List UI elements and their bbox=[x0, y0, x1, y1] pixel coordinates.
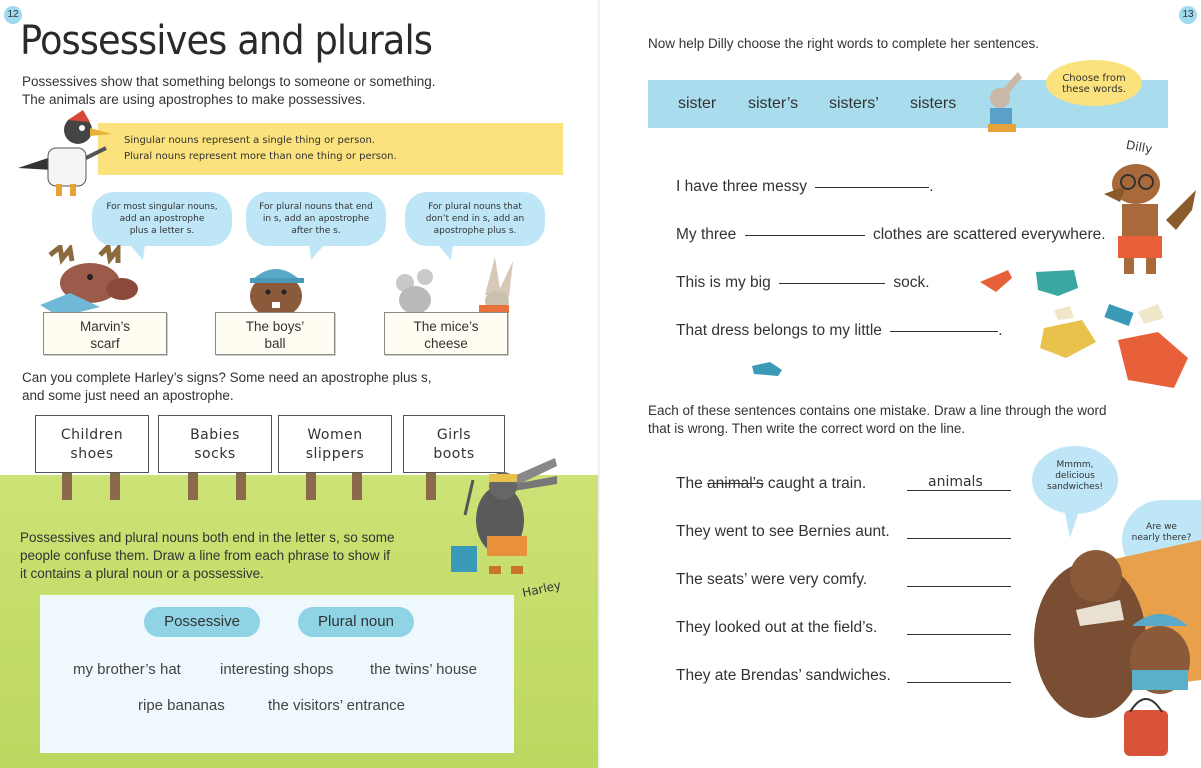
left-page bbox=[0, 0, 600, 768]
bubble-mmm bbox=[1032, 446, 1118, 514]
intro-text bbox=[22, 73, 435, 109]
sentence-1 bbox=[676, 178, 934, 196]
bubble-line: For plural nouns that end bbox=[259, 202, 373, 212]
bubble-line: in s, add an apostrophe bbox=[262, 214, 370, 224]
sign-line: shoes bbox=[70, 446, 114, 462]
answer-line[interactable] bbox=[907, 682, 1011, 683]
beaver-with-cap-illustration bbox=[236, 258, 316, 318]
sign-line: socks bbox=[194, 446, 236, 462]
possessive-target[interactable]: Possessive bbox=[144, 607, 260, 637]
sentence-2 bbox=[676, 226, 1106, 244]
phrase-the-twins-house[interactable]: the twins’ house bbox=[370, 661, 478, 678]
mistake-sentence-4: They looked out at the field’s. bbox=[676, 619, 878, 636]
example-card-boys-ball bbox=[215, 312, 335, 355]
shoe-illustration bbox=[750, 360, 784, 378]
sign-line: Girls bbox=[436, 427, 472, 443]
sign-post bbox=[352, 470, 362, 500]
card-line: ball bbox=[264, 336, 286, 351]
sentence-text: . bbox=[998, 322, 1003, 339]
sign-line: Children bbox=[60, 427, 124, 443]
sign-line: Babies bbox=[190, 427, 240, 443]
page-number-right: 13 bbox=[1179, 6, 1197, 24]
matching-panel bbox=[40, 595, 514, 753]
scattered-clothes-illustration bbox=[978, 262, 1201, 397]
example-card-mices-cheese bbox=[384, 312, 508, 355]
prompt-line: Can you complete Harley’s signs? Some need an apostrophe plus s, bbox=[22, 370, 432, 385]
bubble-tail bbox=[1062, 508, 1082, 540]
right-page bbox=[600, 0, 1201, 768]
answer-blank[interactable] bbox=[890, 330, 998, 332]
sentence-4 bbox=[676, 322, 1003, 340]
activity-instructions bbox=[20, 529, 394, 583]
card-line: scarf bbox=[90, 336, 120, 351]
dilly-label: Dilly bbox=[1124, 137, 1154, 157]
sign-line: Women bbox=[307, 427, 363, 443]
sentence-text: I have three messy bbox=[676, 178, 807, 195]
instruction-line: people confuse them. Draw a line from each phrase to show if bbox=[20, 548, 390, 563]
answer-line[interactable] bbox=[907, 538, 1011, 539]
woodpecker-teacher-illustration bbox=[8, 108, 118, 198]
sentence-3 bbox=[676, 274, 930, 292]
card-line: The mice’s bbox=[413, 319, 479, 334]
sentence-text: My three bbox=[676, 226, 737, 243]
bubble-line: Mmmm, bbox=[1056, 460, 1094, 470]
phrase-interesting-shops[interactable]: interesting shops bbox=[220, 661, 334, 678]
bubble-line: sandwiches! bbox=[1047, 482, 1103, 492]
choose-bubble-text bbox=[1046, 73, 1142, 95]
answer-line[interactable] bbox=[907, 586, 1011, 587]
mistake-sentence-2: They went to see Bernies aunt. bbox=[676, 523, 890, 540]
prompt-line: that is wrong. Then write the correct word on the line. bbox=[648, 421, 966, 436]
speech-bubble-plural-no-s bbox=[405, 192, 545, 246]
card-line: Marvin’s bbox=[79, 319, 130, 334]
bubble-line: plus a letter s. bbox=[129, 226, 195, 236]
note-line-singular: Singular nouns represent a single thing or person. bbox=[124, 135, 375, 146]
choice-word[interactable]: sisters’ bbox=[829, 95, 879, 112]
bubble-line: nearly there? bbox=[1131, 533, 1192, 543]
answer-blank[interactable] bbox=[815, 186, 929, 188]
struck-word: animal’s bbox=[707, 475, 764, 492]
sign-babies-socks[interactable] bbox=[158, 415, 272, 473]
sign-post bbox=[236, 470, 246, 500]
bubble-line: For plural nouns that bbox=[428, 202, 522, 212]
signs-prompt bbox=[22, 369, 432, 405]
bubble-line: delicious bbox=[1055, 471, 1095, 481]
prompt-line: and some just need an apostrophe. bbox=[22, 388, 234, 403]
sign-post bbox=[426, 470, 436, 500]
moose-illustration bbox=[30, 245, 140, 320]
speech-bubble-singular bbox=[92, 192, 232, 246]
mistake-sentence-3: The seats’ were very comfy. bbox=[676, 571, 868, 588]
sign-children-shoes[interactable] bbox=[35, 415, 149, 473]
card-line: cheese bbox=[424, 336, 468, 351]
phrase-ripe-bananas[interactable]: ripe bananas bbox=[138, 697, 225, 714]
speech-bubble-plural-s bbox=[246, 192, 386, 246]
sign-line: boots bbox=[433, 446, 475, 462]
harley-rabbit-illustration bbox=[445, 450, 565, 590]
bubble-line: don’t end in s, add an bbox=[425, 214, 525, 224]
example-card-marvins-scarf bbox=[43, 312, 167, 355]
choice-word[interactable]: sister bbox=[678, 95, 717, 112]
plural-noun-target[interactable]: Plural noun bbox=[298, 607, 414, 637]
phrase-my-brothers-hat[interactable]: my brother’s hat bbox=[73, 661, 181, 678]
dilly-prompt: Now help Dilly choose the right words to complete her sentences. bbox=[648, 36, 1039, 51]
sentence-text: That dress belongs to my little bbox=[676, 322, 882, 339]
rabbit-on-band-illustration bbox=[970, 68, 1040, 138]
mistake-sentence-5: They ate Brendas’ sandwiches. bbox=[676, 667, 891, 684]
bears-on-bench-illustration bbox=[1020, 540, 1201, 765]
dilly-dog-illustration bbox=[1096, 150, 1201, 280]
card-line: The boys’ bbox=[245, 319, 305, 334]
bubble-mmm-text bbox=[1032, 460, 1118, 493]
bubble-line: these words. bbox=[1062, 84, 1126, 95]
answer-blank[interactable] bbox=[779, 282, 885, 284]
sign-post bbox=[110, 470, 120, 500]
sign-women-slippers[interactable] bbox=[278, 415, 392, 473]
bubble-line: apostrophe plus s. bbox=[433, 226, 517, 236]
handwritten-answer: animals bbox=[928, 474, 983, 490]
sentence-text: clothes are scattered everywhere. bbox=[872, 226, 1106, 243]
sentence-text: sock. bbox=[893, 274, 930, 291]
choice-word[interactable]: sisters bbox=[910, 95, 957, 112]
page-title: Possessives and plurals bbox=[20, 18, 433, 64]
choose-bubble bbox=[1046, 60, 1142, 106]
bubble-line: For most singular nouns, bbox=[106, 202, 218, 212]
intro-line: Possessives show that something belongs to someone or something. bbox=[22, 74, 436, 89]
bubble-line: Choose from bbox=[1062, 73, 1126, 84]
note-line-plural: Plural nouns represent more than one thing or person. bbox=[124, 151, 397, 162]
instruction-line: it contains a plural noun or a possessive. bbox=[20, 566, 264, 581]
sentence-text: The bbox=[676, 475, 708, 492]
mistake-prompt bbox=[648, 402, 1107, 438]
answer-blank[interactable] bbox=[745, 234, 865, 236]
sign-line: slippers bbox=[305, 446, 365, 462]
page-number-left: 12 bbox=[4, 6, 22, 24]
bubble-line: add an apostrophe bbox=[119, 214, 205, 224]
intro-line: The animals are using apostrophes to make possessives. bbox=[22, 92, 366, 107]
definition-note bbox=[98, 123, 563, 175]
harley-label: Harley bbox=[520, 578, 563, 600]
sign-post bbox=[62, 470, 72, 500]
answer-line[interactable] bbox=[907, 634, 1011, 635]
sign-post bbox=[306, 470, 316, 500]
phrase-the-visitors-entrance[interactable]: the visitors’ entrance bbox=[268, 697, 406, 714]
instruction-line: Possessives and plural nouns both end in the letter s, so some bbox=[20, 530, 395, 545]
sentence-text: This is my big bbox=[676, 274, 771, 291]
sentence-text: caught a train. bbox=[763, 475, 867, 492]
sign-post bbox=[188, 470, 198, 500]
bubble-line: Are we bbox=[1146, 522, 1177, 532]
mistake-sentence-1 bbox=[676, 475, 866, 493]
prompt-line: Each of these sentences contains one mistake. Draw a line through the word bbox=[648, 403, 1107, 418]
bubble-line: after the s. bbox=[291, 226, 341, 236]
choice-word[interactable]: sister’s bbox=[748, 95, 799, 112]
answer-line[interactable] bbox=[907, 490, 1011, 491]
sentence-text: . bbox=[929, 178, 934, 195]
